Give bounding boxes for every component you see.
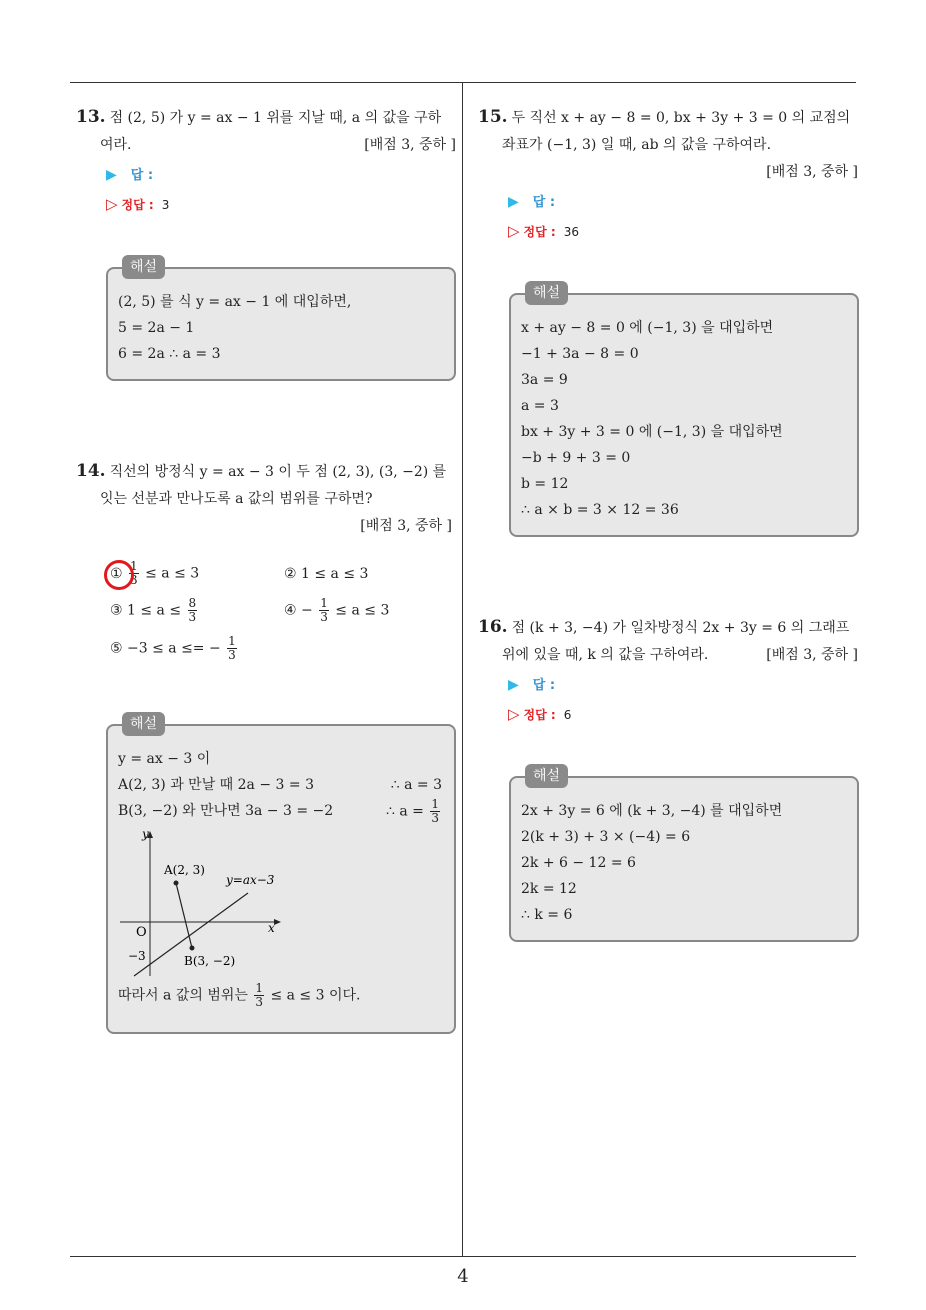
question-14 (76, 458, 456, 540)
score-meta: [배점 3, 중하 ] (766, 647, 858, 663)
explain-line-result: ∴ a = (386, 803, 424, 820)
answer-triangle-icon: ▶ (508, 194, 519, 210)
question-text-line1: 직선의 방정식 y = ax − 3 이 두 점 (2, 3), (3, −2) 를 (109, 464, 447, 480)
origin-label: O (136, 925, 147, 940)
question-16 (478, 614, 858, 729)
question-text-line2: 여라. (100, 137, 132, 153)
explanation-box-16 (509, 768, 859, 942)
question-number: 15. (478, 107, 508, 127)
key-triangle-icon: ▷ (106, 195, 118, 213)
point-b-label: B(3, −2) (184, 954, 236, 968)
explain-line: 2(k + 3) + 3 × (−4) = 6 (521, 829, 691, 845)
explain-line: 2k = 12 (521, 881, 577, 897)
explain-line: bx + 3y + 3 = 0 에 (−1, 3) 을 대입하면 (521, 424, 783, 440)
explain-line: a = 3 (521, 398, 559, 414)
y-axis-label: y (142, 827, 149, 841)
explain-line: −1 + 3a − 8 = 0 (521, 346, 639, 362)
question-number: 16. (478, 617, 508, 637)
key-triangle-icon: ▷ (508, 222, 520, 240)
x-axis-label: x (268, 921, 275, 935)
explanation-tag: 해설 (525, 764, 568, 788)
choice-2[interactable]: ② 1 ≤ a ≤ 3 (284, 566, 369, 582)
question-text-line1: 점 (k + 3, −4) 가 일차방정식 2x + 3y = 6 의 그래프 (511, 620, 850, 636)
score-meta: [배점 3, 중하 ] (360, 518, 452, 534)
point-a-label: A(2, 3) (164, 863, 205, 877)
answer-label: 답 : (130, 168, 154, 183)
column-divider (462, 82, 463, 1256)
bottom-rule (70, 1256, 856, 1257)
explain-line: b = 12 (521, 476, 569, 492)
explain-line-result: ∴ a = 3 (390, 777, 442, 793)
explain-line: −b + 9 + 3 = 0 (521, 450, 631, 466)
answer-triangle-icon: ▶ (106, 167, 117, 183)
question-text-line2: 위에 있을 때, k 의 값을 구하여라. (502, 647, 709, 663)
key-value: 3 (161, 198, 170, 212)
question-number: 13. (76, 107, 106, 127)
explain-conclusion: 따라서 a 값의 범위는 $\frac{1}{3}$ ≤ a ≤ 3 이다. (118, 981, 361, 1009)
key-label: 정답 : (523, 708, 556, 722)
explain-line: 2x + 3y = 6 에 (k + 3, −4) 를 대입하면 (521, 803, 783, 819)
question-text-line1: 두 직선 x + ay − 8 = 0, bx + 3y + 3 = 0 의 교점의 (511, 110, 851, 126)
explain-line: (2, 5) 를 식 y = ax − 1 에 대입하면, (118, 294, 352, 310)
explain-line: ∴ a × b = 3 × 12 = 36 (521, 502, 679, 518)
choice-1[interactable]: ① $\frac{1}{3}$ ≤ a ≤ 3 (110, 560, 199, 587)
top-rule (70, 82, 856, 83)
explain-line: 2k + 6 − 12 = 6 (521, 855, 636, 871)
key-triangle-icon: ▷ (508, 705, 520, 723)
choice-3[interactable]: ③ 1 ≤ a ≤ $\frac{8}{3}$ (110, 596, 197, 624)
key-value: 36 (563, 225, 579, 239)
answer-triangle-icon: ▶ (508, 677, 519, 693)
explain-line: ∴ k = 6 (521, 907, 573, 923)
explanation-tag: 해설 (122, 255, 165, 279)
explanation-box-14: 해설 y = ax − 3 이 A(2, 3) 과 만날 때 2a − 3 = 3 ∴ a = 3 B(3, −2) 와 만나면 3a − 3 = −2 ∴ a = $\frac{1}{3}$ y x O −3 A(2, 3) B(3, −2) y=ax−3 따라서 a 값의 범위는 $\frac{1}{3}$ ≤ a ≤ 3 이다. (106, 724, 456, 1034)
choice-5[interactable]: ⑤ −3 ≤ a ≤= − $\frac{1}{3}$ (110, 634, 236, 662)
score-meta: [배점 3, 중하 ] (766, 164, 858, 180)
question-text-line2: 좌표가 (−1, 3) 일 때, ab 의 값을 구하여라. (502, 137, 772, 153)
score-meta: [배점 3, 중하 ] (364, 137, 456, 153)
key-label: 정답 : (121, 198, 154, 212)
graph-diagram (116, 826, 296, 986)
explain-line: x + ay − 8 = 0 에 (−1, 3) 을 대입하면 (521, 320, 774, 336)
answer-label: 답 : (532, 195, 556, 210)
explanation-tag: 해설 (122, 712, 165, 736)
explanation-box-13 (106, 259, 456, 381)
explain-line: 3a = 9 (521, 372, 568, 388)
question-number: 14. (76, 461, 106, 481)
y-intercept-label: −3 (128, 949, 146, 963)
explain-line: A(2, 3) 과 만날 때 2a − 3 = 3 (118, 777, 314, 793)
page-number: 4 (457, 1266, 469, 1287)
question-15 (478, 104, 858, 246)
key-label: 정답 : (523, 225, 556, 239)
choice-4[interactable]: ④ − $\frac{1}{3}$ ≤ a ≤ 3 (284, 596, 390, 624)
question-text-line1: 점 (2, 5) 가 y = ax − 1 위를 지날 때, a 의 값을 구하 (109, 110, 442, 126)
answer-label: 답 : (532, 678, 556, 693)
explain-line: y = ax − 3 이 (118, 751, 211, 767)
explain-line: B(3, −2) 와 만나면 3a − 3 = −2 (118, 803, 334, 819)
key-value: 6 (563, 708, 572, 722)
question-13 (76, 104, 456, 219)
selected-circle-icon (104, 560, 134, 590)
explain-line: 5 = 2a − 1 (118, 320, 195, 336)
question-text-line2: 잇는 선분과 만나도록 a 값의 범위를 구하면? (100, 491, 373, 507)
line-label: y=ax−3 (226, 873, 275, 887)
explanation-box-15 (509, 285, 859, 537)
explanation-tag: 해설 (525, 281, 568, 305)
explain-line: 6 = 2a ∴ a = 3 (118, 346, 221, 362)
